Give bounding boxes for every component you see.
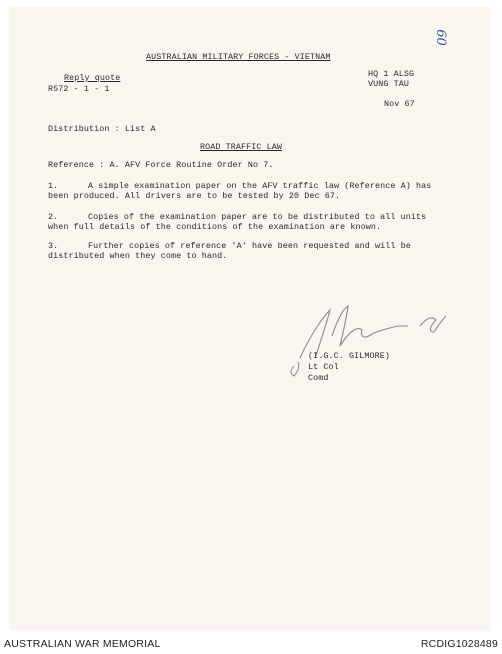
paragraph-2-number: 2. xyxy=(48,212,59,222)
footer-record-id: RCDIG1028489 xyxy=(420,638,498,650)
paragraph-3-line-2: distributed when they come to hand. xyxy=(48,251,228,261)
document-date: Nov 67 xyxy=(384,99,415,109)
signatory-rank: Lt Col xyxy=(308,362,339,372)
distribution-line: Distribution : List A xyxy=(48,124,156,134)
handwritten-signature xyxy=(280,296,460,386)
paragraph-1-line-2: been produced. All drivers are to be tested by 20 Dec 67. xyxy=(48,191,341,201)
paragraph-2-line-2: when full details of the conditions of the examination are known. xyxy=(48,222,382,232)
reference-number: R572 - 1 - 1 xyxy=(48,84,110,94)
subject-heading: ROAD TRAFFIC LAW xyxy=(200,142,283,152)
signatory-appointment: Comd xyxy=(308,373,329,383)
paragraph-3-number: 3. xyxy=(48,241,59,251)
paragraph-3-line-1: Further copies of reference 'A' have been requested and will be xyxy=(88,241,411,251)
reference-line: Reference : A. AFV Force Routine Order No 7. xyxy=(48,160,274,170)
footer-archive-name: AUSTRALIAN WAR MEMORIAL xyxy=(4,638,161,650)
signatory-name: (I.G.C. GILMORE) xyxy=(308,351,391,361)
document-classification-title: AUSTRALIAN MILITARY FORCES - VIETNAM xyxy=(146,52,331,62)
paragraph-1-line-1: A simple examination paper on the AFV traffic law (Reference A) has xyxy=(88,181,432,191)
handwritten-folio-mark: 60 xyxy=(432,29,448,46)
paragraph-2-line-1: Copies of the examination paper are to be distributed to all units xyxy=(88,212,427,222)
unit-line-2: VUNG TAU xyxy=(368,79,410,89)
paragraph-1-number: 1. xyxy=(48,181,59,191)
reply-quote-label: Reply quote xyxy=(64,73,121,83)
unit-line-1: HQ 1 ALSG xyxy=(368,69,415,79)
